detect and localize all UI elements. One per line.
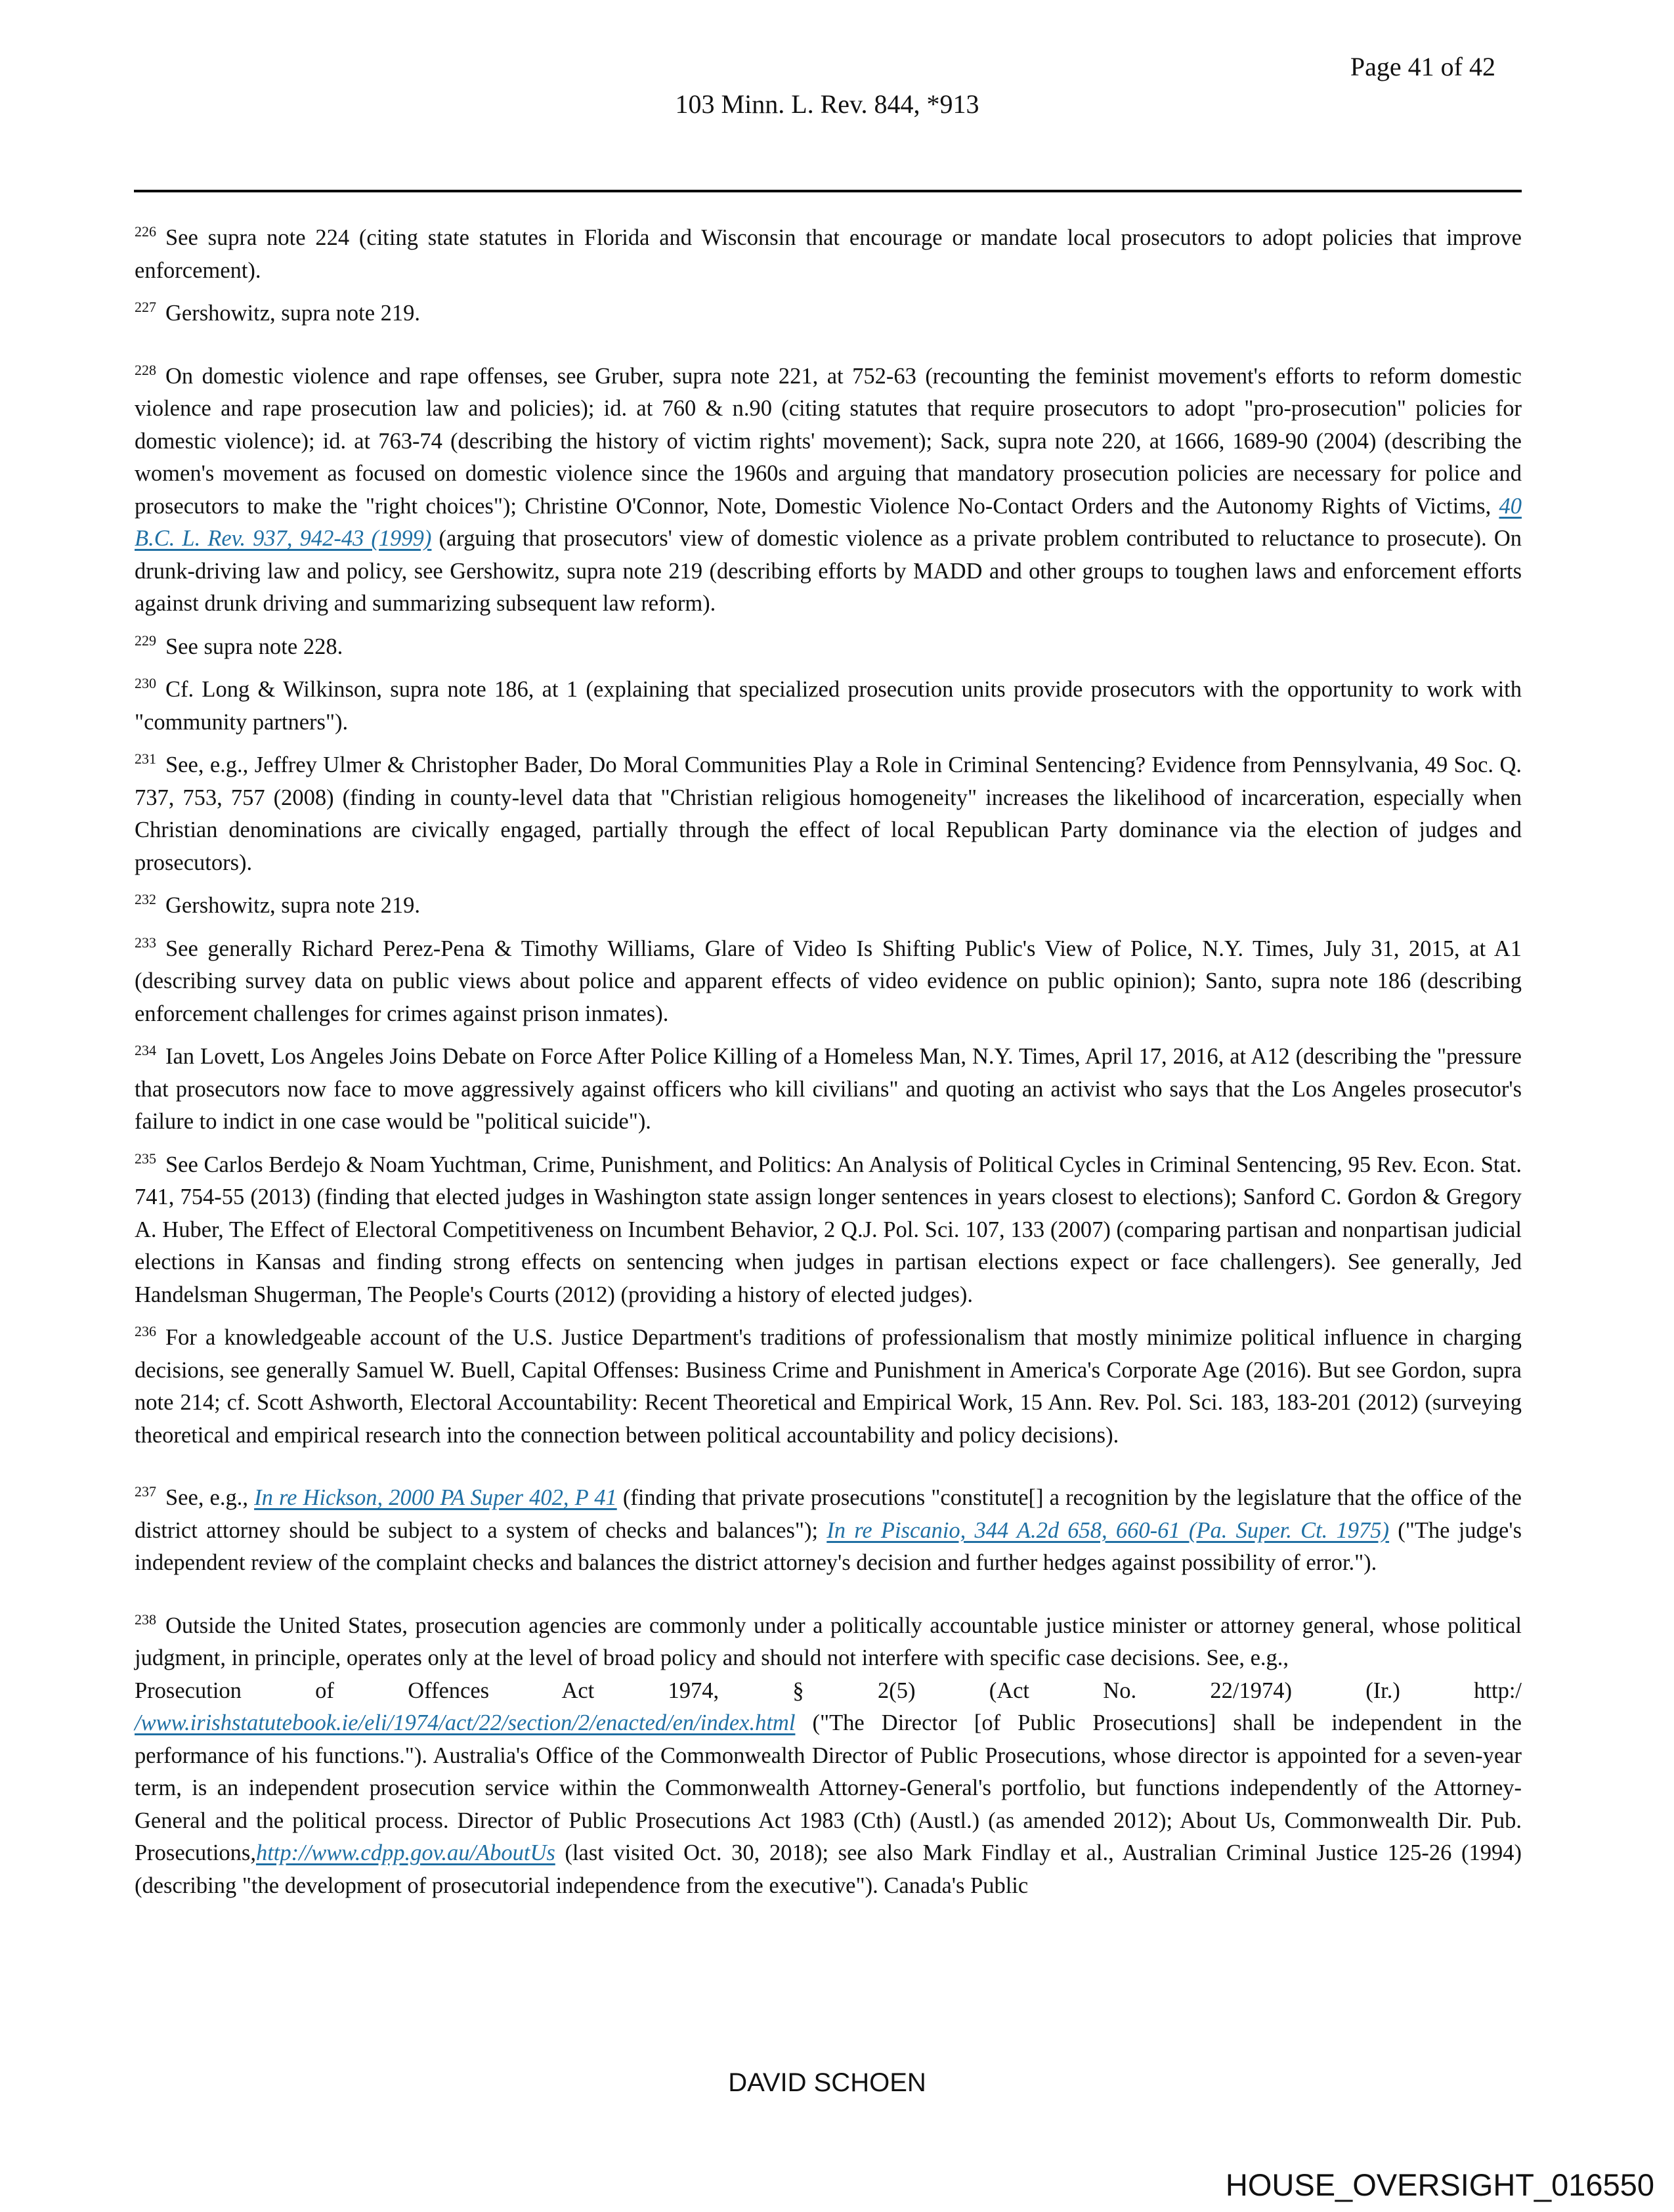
footnote-text: See supra note 228.	[165, 634, 343, 659]
footnote-234	[135, 1041, 1522, 1139]
footnote-238	[135, 1610, 1522, 1903]
footnote-number: 234	[135, 1042, 156, 1058]
footnote-text: See supra note 224 (citing state statutes in Florida and Wisconsin that encourage or mandate local prosecutors to adopt policies that improve enforcement).	[135, 225, 1522, 283]
footnote-text: For a knowledgeable account of the U.S. Justice Department's traditions of professionalism that mostly minimize political influence in charging decisions, see generally Samuel W. Buell, Capital Offenses: Business Crime and Punishment in America's Corporate Age (2016). But see Gordon, supra note 214; cf. Scott Ashworth, Electoral Accountability: Recent Theoretical and Empirical Work, 15 Ann. Rev. Pol. Sci. 183, 183-201 (2012) (surveying theoretical and empirical research into the connection between political accountability and policy decisions).	[135, 1325, 1522, 1448]
footnote-number: 226	[135, 223, 156, 240]
footnote-text: Cf. Long & Wilkinson, supra note 186, at 1 (explaining that specialized prosecution units provide prosecutors with the opportunity to work with "community partners").	[135, 677, 1522, 735]
footnote-237	[135, 1482, 1522, 1580]
footnote-text: ("The judge's independent review of the complaint checks and balances the district attorney's decision and further hedges against possibility of error.").	[135, 1517, 1522, 1575]
page-number: Page 41 of 42	[1350, 52, 1495, 81]
footnote-231	[135, 749, 1522, 879]
footnote-text: Gershowitz, supra note 219.	[165, 893, 421, 918]
citation-link[interactable]: In re Hickson, 2000 PA Super 402, P 41	[254, 1485, 617, 1510]
footnote-233	[135, 933, 1522, 1031]
footnote-number: 229	[135, 632, 156, 649]
citation-link[interactable]: http://www.cdpp.gov.au/AboutUs	[255, 1840, 555, 1865]
footnote-number: 238	[135, 1611, 156, 1628]
footnote-number: 232	[135, 891, 156, 907]
footnote-number: 237	[135, 1483, 156, 1500]
footnote-text: (finding that private prosecutions "constitute[] a recognition by the legislature that the office of the district attorney should be subject to a system of checks and balances");	[135, 1485, 1522, 1543]
footnote-number: 230	[135, 675, 156, 691]
footnote-228	[135, 360, 1522, 620]
footnote-text: ("The Director [of Public Prosecutions] shall be independent in the performance of his functions."). Australia's Office of the Commonwealth Director of Public Prosecutions, whose director is appointed for a seven-year term, is an independent prosecution service within the Commonwealth Attorney-General's portfolio, but functions independently of the Attorney-General and the political process. Director of Public Prosecutions Act 1983 (Cth) (Austl.) (as amended 2012); About Us, Commonwealth Dir. Pub. Prosecutions,	[135, 1710, 1522, 1865]
footnote-number: 235	[135, 1150, 156, 1167]
footnote-227	[135, 297, 1522, 330]
footnote-226	[135, 222, 1522, 287]
footnotes-list	[135, 222, 1522, 1913]
footnote-232	[135, 890, 1522, 922]
citation-link[interactable]: 40 B.C. L. Rev. 937, 942-43 (1999)	[135, 493, 1522, 551]
footer-name: DAVID SCHOEN	[728, 2068, 926, 2097]
footnote-number: 233	[135, 934, 156, 951]
footnote-235	[135, 1149, 1522, 1312]
footnote-230	[135, 674, 1522, 739]
footnote-229	[135, 631, 1522, 664]
footnote-text: Outside the United States, prosecution agencies are commonly under a politically accountable justice minister or attorney general, whose political judgment, in principle, operates only at the level of broad policy and should not interfere with specific case decisions. See, e.g.,	[135, 1613, 1522, 1670]
header-rule	[134, 190, 1522, 192]
footnote-number: 231	[135, 750, 156, 767]
footnote-text: See, e.g., Jeffrey Ulmer & Christopher Bader, Do Moral Communities Play a Role in Criminal Sentencing? Evidence from Pennsylvania, 49 Soc. Q. 737, 753, 757 (2008) (finding in county-level data that "Christian religious homogeneity" increases the likelihood of incarceration, especially when Christian denominations are civically engaged, partially through the effect of local Republican Party dominance via the election of judges and prosecutors).	[135, 752, 1522, 875]
footnote-number: 228	[135, 361, 156, 378]
footnote-number: 227	[135, 299, 156, 315]
citation-link[interactable]: /www.irishstatutebook.ie/eli/1974/act/22/section/2/enacted/en/index.html	[135, 1710, 796, 1735]
footnote-text: Gershowitz, supra note 219.	[165, 301, 421, 326]
footnote-text: (last visited Oct. 30, 2018); see also Mark Findlay et al., Australian Criminal Justice 125-26 (1994) (describing "the development of prosecutorial independence from the executive"). Canada's Public	[135, 1840, 1522, 1898]
footnote-text: On domestic violence and rape offenses, see Gruber, supra note 221, at 752-63 (recounting the feminist movement's efforts to reform domestic violence and rape prosecution law and policies); id. at 760 & n.90 (citing statutes that require prosecutors to adopt "pro-prosecution" policies for domestic violence); id. at 763-74 (describing the history of victim rights' movement); Sack, supra note 220, at 1666, 1689-90 (2004) (describing the women's movement as focused on domestic violence since the 1960s and arguing that mandatory prosecution policies are necessary for police and prosecutors to make the "right choices"); Christine O'Connor, Note, Domestic Violence No-Contact Orders and the Autonomy Rights of Victims,	[135, 363, 1522, 519]
running-head-citation: 103 Minn. L. Rev. 844, *913	[675, 89, 979, 119]
footnote-text: Ian Lovett, Los Angeles Joins Debate on Force After Police Killing of a Homeless Man, N.Y. Times, April 17, 2016, at A12 (describing the "pressure that prosecutors now face to move aggressively against officers who kill civilians" and quoting an activist who says that the Los Angeles prosecutor's failure to indict in one case would be "political suicide").	[135, 1044, 1522, 1134]
footnote-236	[135, 1322, 1522, 1452]
footnote-text: See generally Richard Perez-Pena & Timothy Williams, Glare of Video Is Shifting Public's View of Police, N.Y. Times, July 31, 2015, at A1 (describing survey data on public views about police and apparent effects of video evidence on public opinion); Santo, supra note 186 (describing enforcement challenges for crimes against prison inmates).	[135, 936, 1522, 1026]
footnote-number: 236	[135, 1323, 156, 1339]
footnote-text: See, e.g.,	[165, 1485, 255, 1510]
footnote-text: Prosecution of Offences Act 1974, § 2(5) (Act No. 22/1974) (Ir.) http:/	[135, 1678, 1522, 1703]
citation-link[interactable]: In re Piscanio, 344 A.2d 658, 660-61 (Pa. Super. Ct. 1975)	[826, 1517, 1390, 1543]
footnote-text: See Carlos Berdejo & Noam Yuchtman, Crime, Punishment, and Politics: An Analysis of Political Cycles in Criminal Sentencing, 95 Rev. Econ. Stat. 741, 754-55 (2013) (finding that elected judges in Washington state assign longer sentences in years closest to elections); Sanford C. Gordon & Gregory A. Huber, The Effect of Electoral Competitiveness on Incumbent Behavior, 2 Q.J. Pol. Sci. 107, 133 (2007) (comparing partisan and nonpartisan judicial elections in Kansas and finding strong effects on sentencing when judges in partisan elections expect or face challengers). See generally, Jed Handelsman Shugerman, The People's Courts (2012) (providing a history of elected judges).	[135, 1152, 1522, 1307]
footnote-text: (arguing that prosecutors' view of domestic violence as a private problem contributed to reluctance to prosecute). On drunk-driving law and policy, see Gershowitz, supra note 219 (describing efforts by MADD and other groups to toughen laws and enforcement efforts against drunk driving and summarizing subsequent law reform).	[135, 526, 1522, 616]
bates-number: HOUSE_OVERSIGHT_016550	[1225, 2167, 1654, 2202]
